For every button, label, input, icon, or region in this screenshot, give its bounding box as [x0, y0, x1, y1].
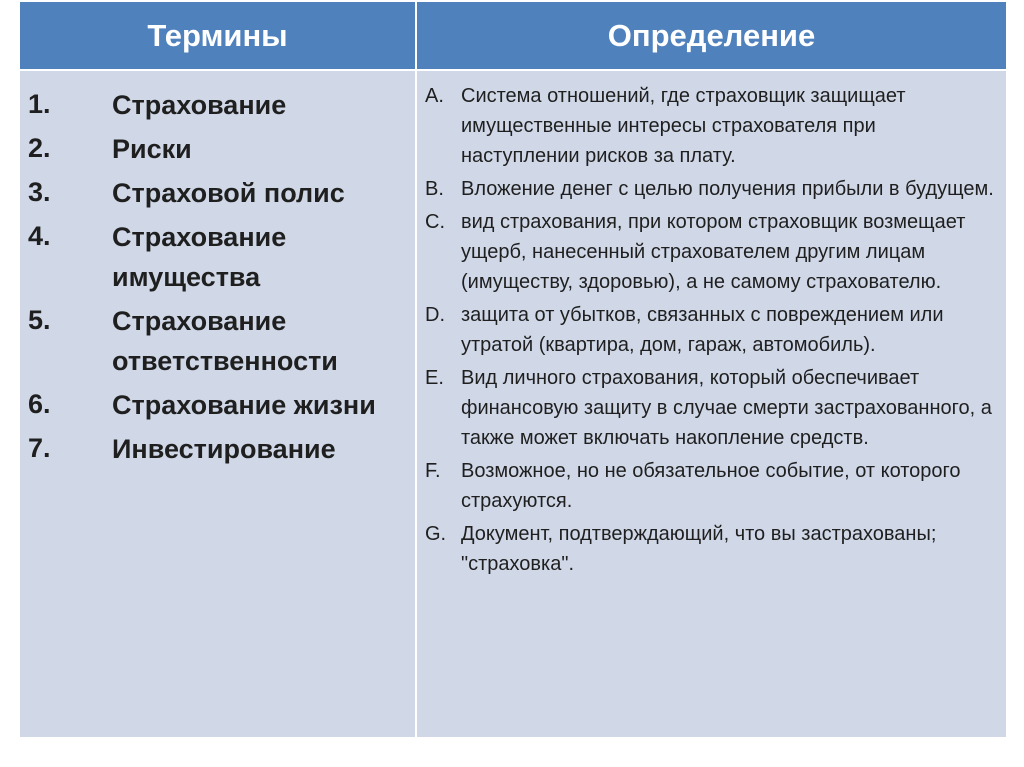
terms-cell	[19, 70, 416, 738]
term-text: Страхование	[112, 90, 287, 120]
definition-letter: B.	[425, 178, 444, 200]
term-number: 5.	[28, 305, 51, 335]
definitions-list	[417, 71, 1006, 579]
term-number: 4.	[28, 221, 51, 251]
definition-item	[425, 300, 996, 360]
definition-text: Вложение денег с целью получения прибыли в будущем.	[461, 178, 994, 200]
term-text: Риски	[112, 134, 192, 164]
term-number: 3.	[28, 177, 51, 207]
term-item	[28, 217, 415, 297]
definition-text: вид страхования, при котором страховщик возмещает ущерб, нанесенный страхователем другим лицам (имуществу, здоровью), а не самому страхователю.	[461, 211, 966, 293]
definition-text: Документ, подтверждающий, что вы застрахованы; "страховка".	[461, 523, 937, 575]
definition-item	[425, 207, 996, 297]
term-text: Страхование имущества	[112, 222, 287, 292]
definition-item	[425, 174, 996, 204]
term-item	[28, 429, 415, 469]
terms-list	[20, 71, 415, 469]
term-number: 6.	[28, 389, 51, 419]
definition-item	[425, 456, 996, 516]
term-text: Страхование ответственности	[112, 306, 338, 376]
definition-item	[425, 363, 996, 453]
header-definitions: Определение	[416, 1, 1007, 70]
header-row	[19, 1, 1007, 70]
term-item	[28, 85, 415, 125]
definition-item	[425, 519, 996, 579]
definition-letter: C.	[425, 211, 445, 233]
definition-text: Система отношений, где страховщик защищает имущественные интересы страхователя при наступлении рисков за плату.	[461, 85, 906, 167]
definitions-cell	[416, 70, 1007, 738]
term-text: Страхование жизни	[112, 390, 376, 420]
term-text: Страховой полис	[112, 178, 345, 208]
term-number: 2.	[28, 133, 51, 163]
definition-letter: E.	[425, 367, 444, 389]
header-terms: Термины	[19, 1, 416, 70]
term-number: 7.	[28, 433, 51, 463]
term-item	[28, 301, 415, 381]
definition-text: защита от убытков, связанных с повреждением или утратой (квартира, дом, гараж, автомобиль).	[461, 304, 944, 356]
term-item	[28, 173, 415, 213]
definition-letter: G.	[425, 523, 447, 545]
definition-text: Возможное, но не обязательное событие, от которого страхуются.	[461, 460, 961, 512]
terms-definitions-table	[18, 0, 1008, 739]
body-row	[19, 70, 1007, 738]
term-text: Инвестирование	[112, 434, 336, 464]
term-number: 1.	[28, 89, 51, 119]
definition-text: Вид личного страхования, который обеспечивает финансовую защиту в случае смерти застрахованного, а также может включать накопление средств.	[461, 367, 992, 449]
term-item	[28, 385, 415, 425]
definition-letter: D.	[425, 304, 445, 326]
term-item	[28, 129, 415, 169]
definition-letter: F.	[425, 460, 441, 482]
definition-item	[425, 81, 996, 171]
definition-letter: A.	[425, 85, 444, 107]
